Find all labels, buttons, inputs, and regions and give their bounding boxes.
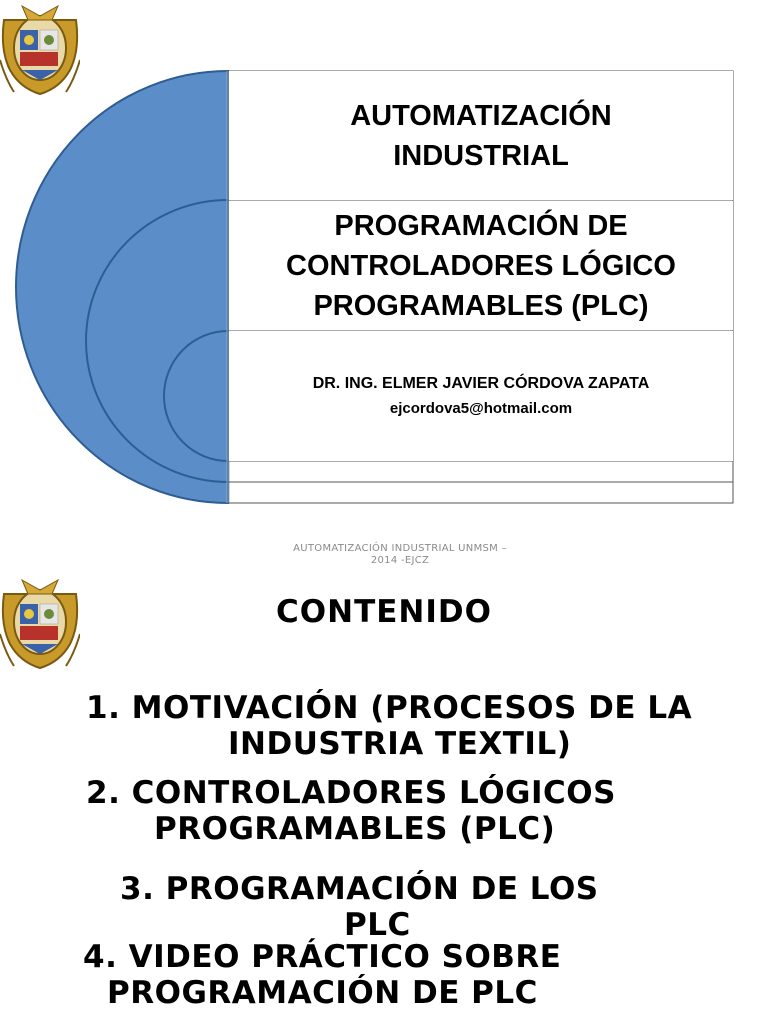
footer-line-1: AUTOMATIZACIÓN INDUSTRIAL UNMSM – xyxy=(293,543,507,554)
subtitle-line-2: CONTROLADORES LÓGICO xyxy=(286,249,676,282)
subtitle-box xyxy=(229,201,733,330)
contents-item-3 xyxy=(120,871,599,943)
author-box xyxy=(229,331,733,461)
author-email: ejcordova5@hotmail.com xyxy=(389,400,573,417)
footer-line-2: 2014 -EJCZ xyxy=(370,555,430,566)
contents-item-3-line-2: PLC xyxy=(344,907,411,943)
contents-item-4-line-1: 4. VIDEO PRÁCTICO SOBRE xyxy=(83,939,562,975)
title-box xyxy=(229,71,733,200)
contents-item-1 xyxy=(86,690,692,762)
university-crest-icon xyxy=(0,0,80,96)
contents-item-4-line-2: PROGRAMACIÓN DE PLC xyxy=(107,975,538,1011)
contents-item-3-line-1: 3. PROGRAMACIÓN DE LOS xyxy=(120,871,599,907)
contents-item-2 xyxy=(86,775,616,847)
contents-item-1-line-1: 1. MOTIVACIÓN (PROCESOS DE LA xyxy=(86,690,693,726)
author-name: DR. ING. ELMER JAVIER CÓRDOVA ZAPATA xyxy=(312,375,650,392)
contents-item-2-line-1: 2. CONTROLADORES LÓGICOS xyxy=(86,775,616,811)
contents-heading: CONTENIDO xyxy=(276,594,492,630)
subtitle-line-1: PROGRAMACIÓN DE xyxy=(334,209,628,242)
contents-item-1-line-2: INDUSTRIA TEXTIL) xyxy=(228,726,572,762)
title-line-1: AUTOMATIZACIÓN xyxy=(350,99,612,132)
subtitle-line-3: PROGRAMABLES (PLC) xyxy=(313,289,649,322)
title-line-2: INDUSTRIAL xyxy=(393,139,569,172)
contents-item-2-line-2: PROGRAMABLES (PLC) xyxy=(154,811,556,847)
contents-item-4 xyxy=(83,939,561,1011)
slide-footer xyxy=(250,543,550,567)
